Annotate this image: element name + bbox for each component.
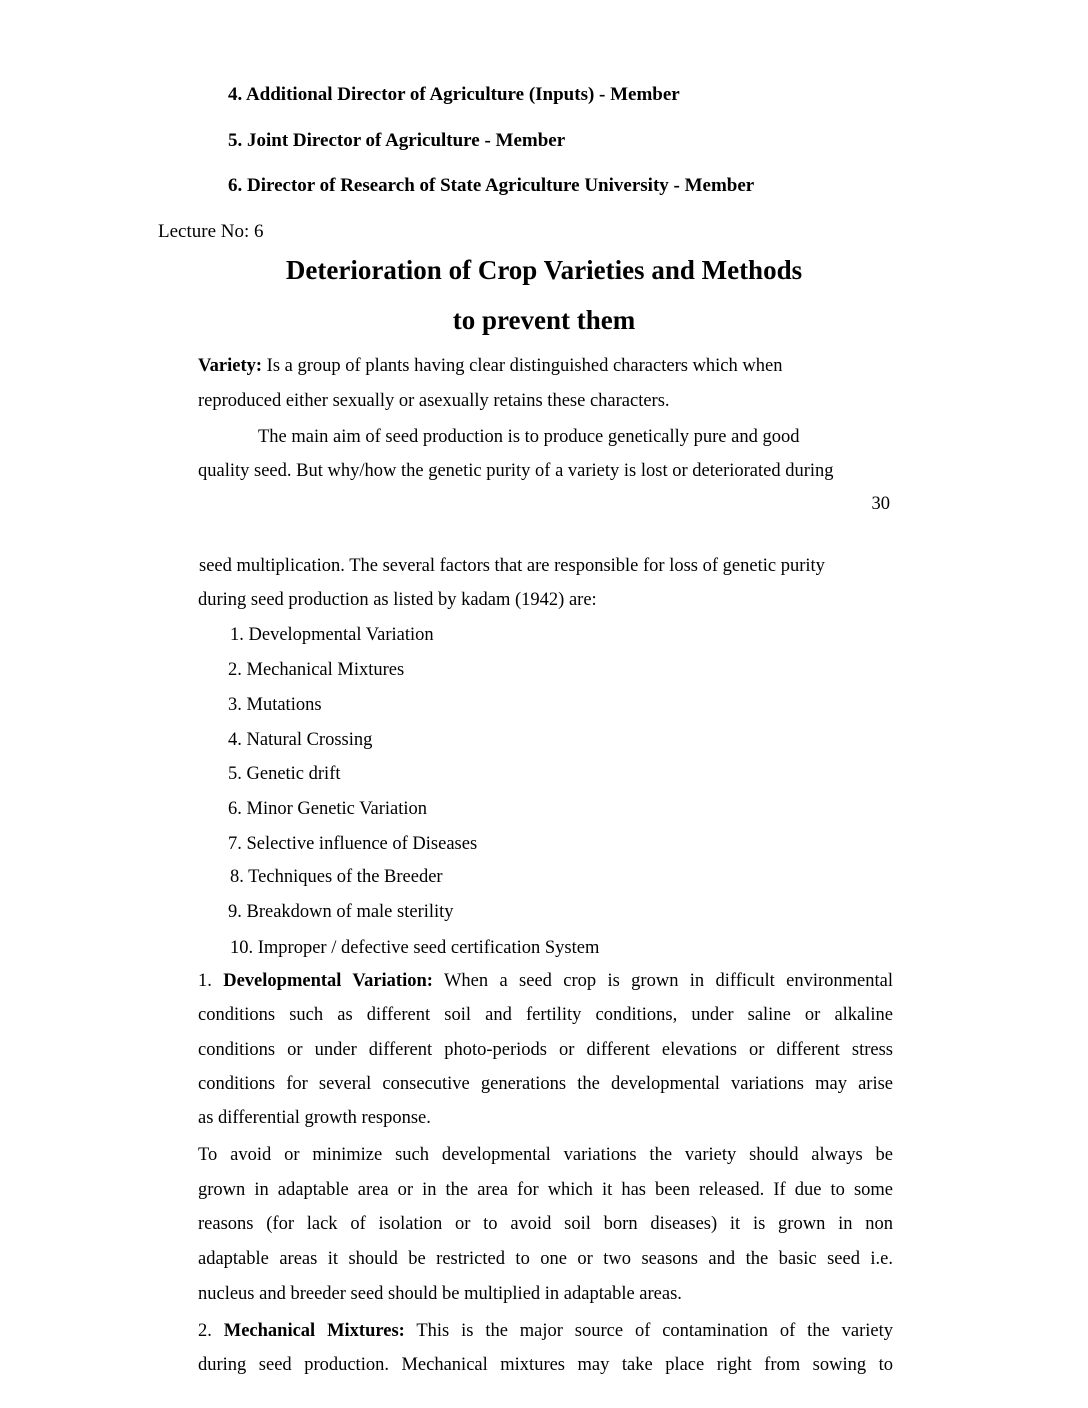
- mechanical-line2: during seed production. Mechanical mixtures may take place right from sowing to: [198, 1355, 893, 1375]
- list-item: 9. Breakdown of male sterility: [228, 902, 454, 922]
- page-title-line2: to prevent them: [452, 305, 636, 335]
- mechanical-line1: [198, 1321, 893, 1342]
- mechanical-term: Mechanical Mixtures:: [223, 1321, 405, 1341]
- developmental-term: Developmental Variation:: [223, 971, 433, 991]
- variety-term: Variety:: [198, 356, 263, 376]
- page-title-line1: Deterioration of Crop Varieties and Methods: [285, 255, 803, 285]
- list-item: 7. Selective influence of Diseases: [228, 834, 478, 854]
- lecture-label: Lecture No: 6: [158, 221, 264, 242]
- intro-line2: quality seed. But why/how the genetic purity of a variety is lost or deteriorated during: [198, 461, 834, 481]
- variety-definition-text: Is a group of plants having clear distinguished characters which when: [262, 356, 783, 376]
- list-item: 5. Genetic drift: [228, 764, 341, 784]
- avoid-line1: To avoid or minimize such developmental variations the variety should always be: [198, 1145, 893, 1165]
- list-item: 8. Techniques of the Breeder: [230, 867, 443, 887]
- continued-line2: during seed production as listed by kadam (1942) are:: [198, 590, 597, 610]
- list-item: 10. Improper / defective seed certification System: [230, 938, 600, 958]
- list-item: 1. Developmental Variation: [230, 625, 434, 645]
- variety-definition-line2: reproduced either sexually or asexually retains these characters.: [198, 391, 670, 411]
- list-item: 2. Mechanical Mixtures: [228, 660, 405, 680]
- continued-line1: seed multiplication. The several factors that are responsible for loss of genetic purity: [199, 556, 825, 576]
- list-item: 4. Natural Crossing: [228, 730, 373, 750]
- developmental-line3: conditions or under different photo-periods or different elevations or different stress: [198, 1040, 893, 1060]
- avoid-line4: adaptable areas it should be restricted to one or two seasons and the basic seed i.e.: [198, 1249, 893, 1269]
- list-item: 3. Mutations: [228, 695, 322, 715]
- mechanical-text: This is the major source of contamination of the variety: [404, 1321, 894, 1341]
- variety-definition-line1: [198, 356, 782, 377]
- developmental-line4: conditions for several consecutive generations the developmental variations may arise: [198, 1074, 893, 1094]
- developmental-line1: [198, 971, 893, 992]
- intro-line1: The main aim of seed production is to produce genetically pure and good: [258, 427, 800, 447]
- avoid-line5: nucleus and breeder seed should be multiplied in adaptable areas.: [198, 1284, 682, 1304]
- developmental-text: When a seed crop is grown in difficult environmental: [432, 971, 893, 991]
- avoid-line2: grown in adaptable area or in the area for which it has been released. If due to some: [198, 1180, 893, 1200]
- mechanical-number: 2.: [198, 1321, 224, 1341]
- avoid-line3: reasons (for lack of isolation or to avoid soil born diseases) it is grown in non: [198, 1214, 893, 1234]
- developmental-line5: as differential growth response.: [198, 1108, 431, 1128]
- committee-member-4: 4. Additional Director of Agriculture (Inputs) - Member: [228, 84, 680, 105]
- page-number: 30: [871, 494, 890, 514]
- developmental-number: 1.: [198, 971, 224, 991]
- developmental-line2: conditions such as different soil and fertility conditions, under saline or alkaline: [198, 1005, 893, 1025]
- committee-member-6: 6. Director of Research of State Agriculture University - Member: [228, 175, 755, 196]
- list-item: 6. Minor Genetic Variation: [228, 799, 428, 819]
- committee-member-5: 5. Joint Director of Agriculture - Member: [228, 130, 566, 151]
